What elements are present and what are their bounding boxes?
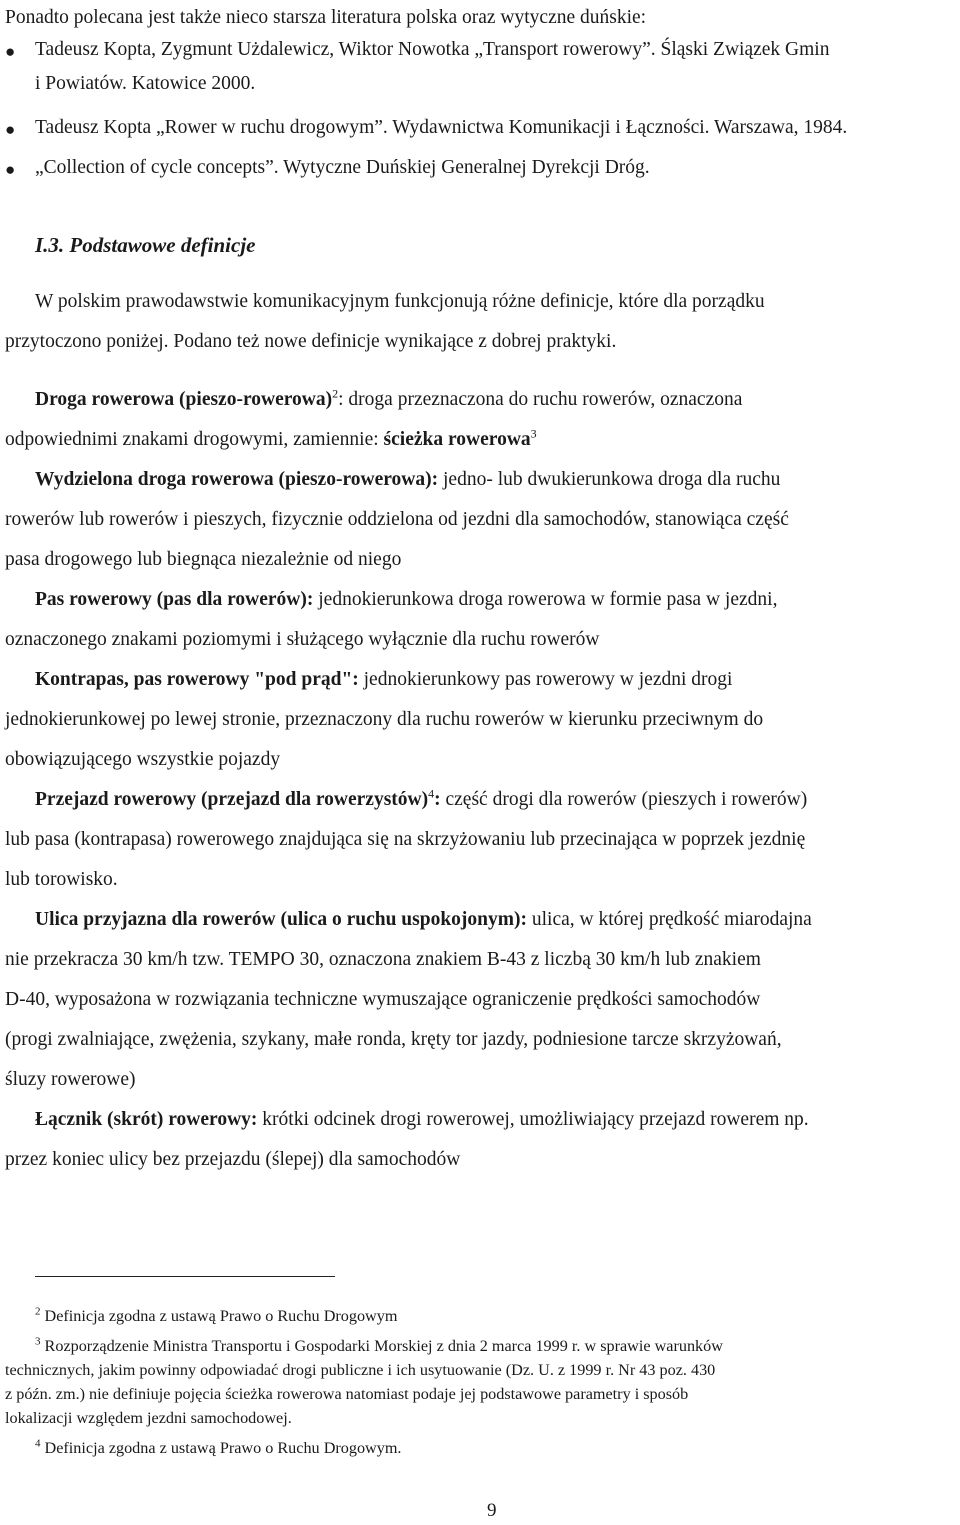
definition-ulica-przyjazna <box>35 908 812 932</box>
definition-text-line: jednokierunkowej po lewej stronie, przeznaczony dla ruchu rowerów w kierunku przeciwnym do <box>5 709 764 730</box>
bullet-icon: ● <box>5 42 16 61</box>
footnote-4 <box>35 1438 401 1458</box>
footnote-3-line3: z późn. zm.) nie definiuje pojęcia ścieżka rowerowa natomiast podaje jej podstawowe parametry i sposób <box>5 1385 689 1403</box>
intro-text: Ponadto polecana jest także nieco starsza literatura polska oraz wytyczne duńskie: <box>5 7 647 28</box>
definition-text: : droga przeznaczona do ruchu rowerów, oznaczona <box>338 389 743 410</box>
definition-lacznik <box>35 1108 809 1132</box>
section-intro-line1 <box>35 290 955 314</box>
definition-colon: : <box>434 789 441 810</box>
footnote-text: Definicja zgodna z ustawą Prawo o Ruchu Drogowym. <box>44 1439 402 1457</box>
footnote-3 <box>35 1336 723 1356</box>
definition-text: część drogi dla rowerów (pieszych i rowerów) <box>440 789 808 810</box>
footnote-3-line2: technicznych, jakim powinny odpowiadać drogi publiczne i ich usytuowanie (Dz. U. z 1999 r. Nr 43 poz. 430 <box>5 1361 716 1379</box>
definition-text: ulica, w której prędkość miarodajna <box>527 909 812 930</box>
bullet-icon: ● <box>5 120 16 139</box>
literature-item-2: Tadeusz Kopta „Rower w ruchu drogowym”. Wydawnictwa Komunikacji i Łączności. Warszawa, 1984. <box>35 117 848 138</box>
definition-text-line: nie przekracza 30 km/h tzw. TEMPO 30, oznaczona znakiem B-43 z liczbą 30 km/h lub znakiem <box>5 949 761 970</box>
footnote-number: 3 <box>35 1335 41 1348</box>
definition-text-line: śluzy rowerowe) <box>5 1069 136 1090</box>
footnote-text: Definicja zgodna z ustawą Prawo o Ruchu Drogowym <box>44 1307 398 1325</box>
definition-text: jedno- lub dwukierunkowa droga dla ruchu <box>438 469 781 490</box>
definition-term: Pas rowerowy (pas dla rowerów): <box>35 589 314 610</box>
definition-droga-rowerowa <box>35 388 955 412</box>
definition-droga-rowerowa-line2 <box>5 428 537 452</box>
definition-term: Droga rowerowa (pieszo-rowerowa) <box>35 389 333 410</box>
definition-text-line: rowerów lub rowerów i pieszych, fizycznie oddzielona od jezdni dla samochodów, stanowiąca część <box>5 509 789 530</box>
definition-text-line: (progi zwalniające, zwężenia, szykany, małe ronda, kręty tor jazdy, podniesione tarcze skrzyżowań, <box>5 1029 782 1050</box>
footnote-ref: 2 <box>332 386 339 401</box>
definition-term: Wydzielona droga rowerowa (pieszo-rowerowa): <box>35 469 439 490</box>
definition-wydzielona-droga <box>35 468 780 492</box>
section-intro-line2: przytoczono poniżej. Podano też nowe definicje wynikające z dobrej praktyki. <box>5 331 617 352</box>
footnote-ref: 4 <box>428 786 435 801</box>
literature-item-1-line1: Tadeusz Kopta, Zygmunt Użdalewicz, Wiktor Nowotka „Transport rowerowy”. Śląski Związek Gmin <box>35 39 830 60</box>
definition-term: Przejazd rowerowy (przejazd dla rowerzystów) <box>35 789 429 810</box>
footnote-3-line4: lokalizacji względem jezdni samochodowej. <box>5 1409 292 1427</box>
footnote-text: Rozporządzenie Ministra Transportu i Gospodarki Morskiej z dnia 2 marca 1999 r. w sprawie warunków <box>44 1337 723 1355</box>
footnote-ref: 3 <box>530 426 537 441</box>
definition-przejazd-rowerowy <box>35 788 807 812</box>
literature-item-3: „Collection of cycle concepts”. Wytyczne Duńskiej Generalnej Dyrekcji Dróg. <box>35 157 650 178</box>
definition-text: jednokierunkowa droga rowerowa w formie pasa w jezdni, <box>313 589 778 610</box>
section-intro-text: W polskim prawodawstwie komunikacyjnym funkcjonują różne definicje, które dla porządku <box>35 291 765 312</box>
definition-term: Ulica przyjazna dla rowerów (ulica o ruchu uspokojonym): <box>35 909 528 930</box>
definition-text-line: lub pasa (kontrapasa) rowerowego znajdująca się na skrzyżowaniu lub przecinająca w poprzek jezdnię <box>5 829 806 850</box>
footnote-2 <box>35 1306 397 1326</box>
definition-text-line: oznaczonego znakami poziomymi i służącego wyłącznie dla ruchu rowerów <box>5 629 600 650</box>
definition-term-alt: ścieżka rowerowa <box>383 429 531 450</box>
bullet-icon: ● <box>5 160 16 179</box>
definition-text: jednokierunkowy pas rowerowy w jezdni drogi <box>358 669 733 690</box>
definition-pas-rowerowy <box>35 588 777 612</box>
definition-term: Kontrapas, pas rowerowy "pod prąd": <box>35 669 359 690</box>
definition-text: krótki odcinek drogi rowerowej, umożliwiający przejazd rowerem np. <box>257 1109 809 1130</box>
footnote-separator <box>35 1276 335 1277</box>
definition-text-line: D-40, wyposażona w rozwiązania techniczne wymuszające ograniczenie prędkości samochodów <box>5 989 761 1010</box>
definition-text-line: przez koniec ulicy bez przejazdu (ślepej) dla samochodów <box>5 1149 461 1170</box>
definition-text-line: obowiązującego wszystkie pojazdy <box>5 749 281 770</box>
definition-text: odpowiednimi znakami drogowymi, zamiennie: <box>5 429 384 450</box>
definition-kontrapas <box>35 668 732 692</box>
section-heading: I.3. Podstawowe definicje <box>35 233 256 257</box>
definition-term: Łącznik (skrót) rowerowy: <box>35 1109 258 1130</box>
footnote-number: 2 <box>35 1305 41 1318</box>
literature-item-1-line2: i Powiatów. Katowice 2000. <box>35 73 256 94</box>
footnote-number: 4 <box>35 1437 41 1450</box>
page-number: 9 <box>487 1500 497 1521</box>
definition-text-line: pasa drogowego lub biegnąca niezależnie od niego <box>5 549 402 570</box>
definition-text-line: lub torowisko. <box>5 869 118 890</box>
